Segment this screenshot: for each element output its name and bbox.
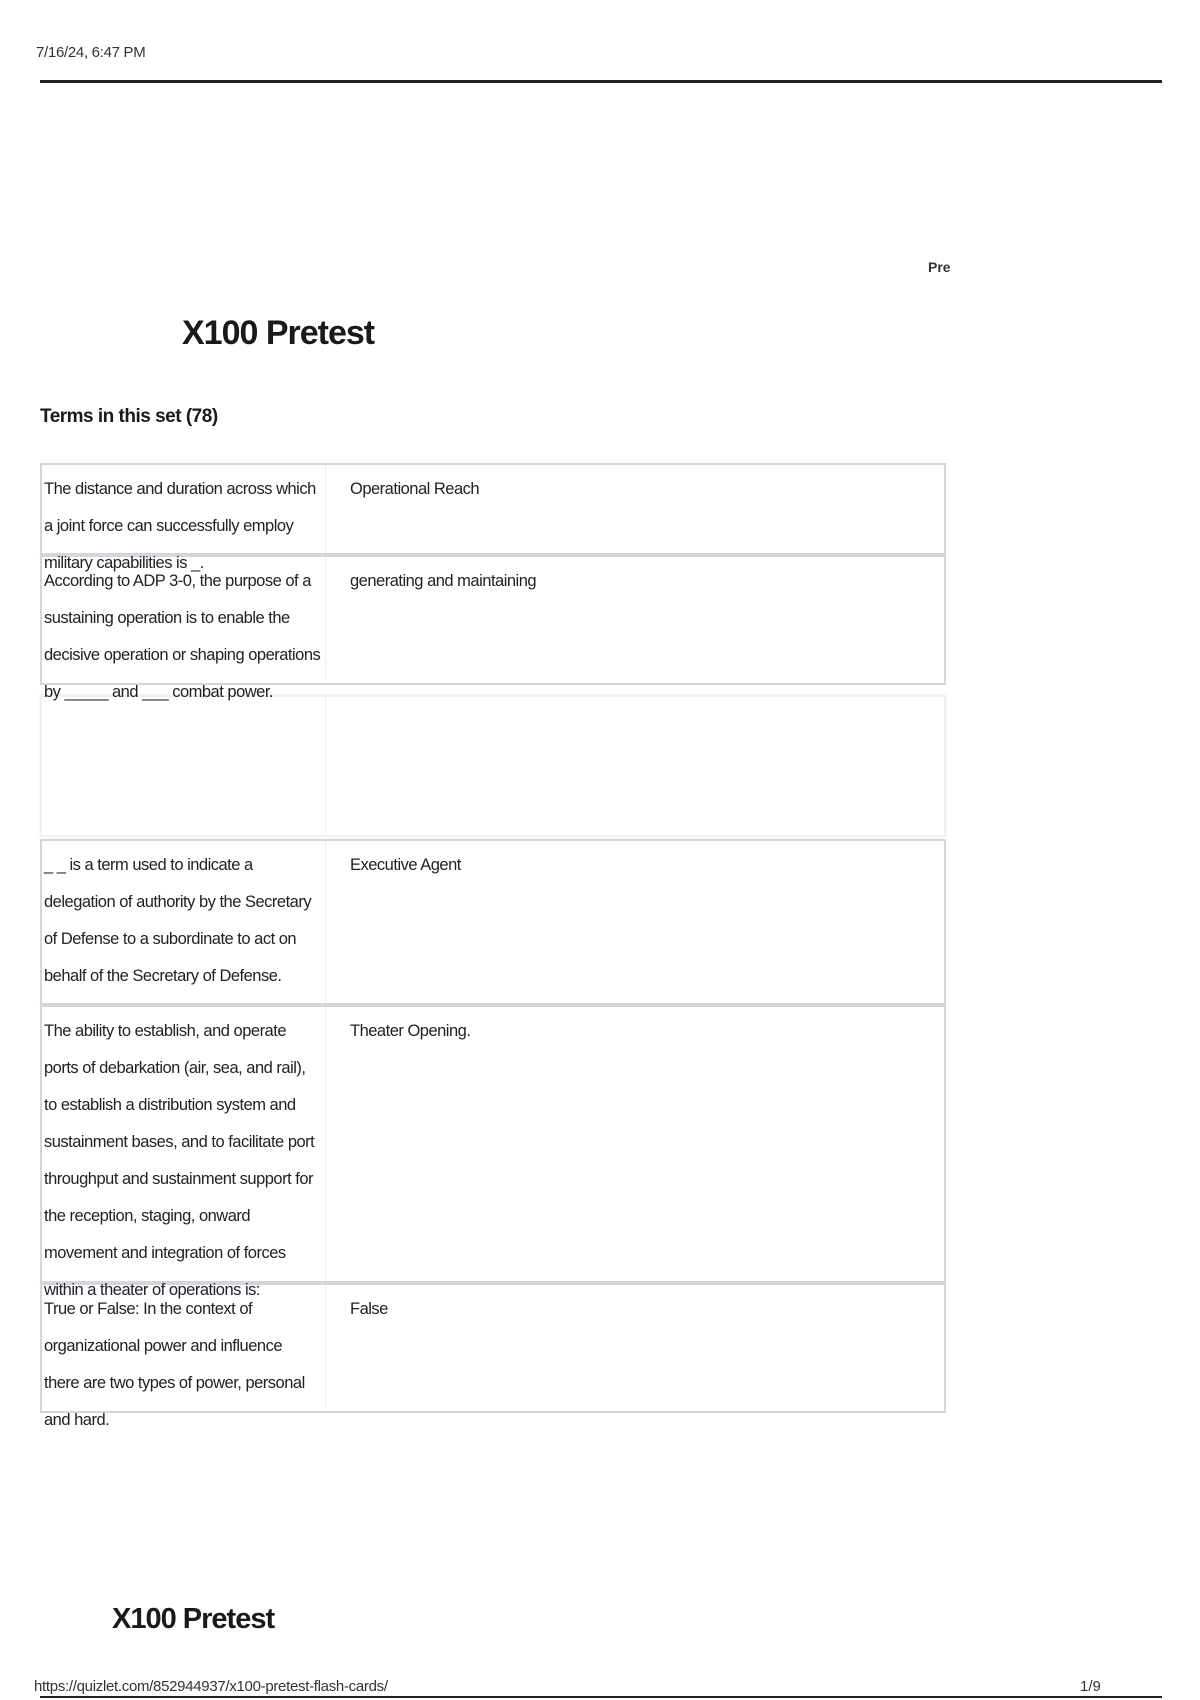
flashcard <box>40 839 946 1005</box>
card-term: _ _ is a term used to indicate a delegation of authority by the Secretary of Defense to a subordinate to act on behalf of the Secretary of Defense. <box>42 841 326 1003</box>
flashcard-list <box>40 463 946 1429</box>
card-definition: Executive Agent <box>350 856 461 874</box>
card-term: True or False: In the context of organizational power and influence there are two types of power, personal and hard. <box>42 1285 326 1411</box>
card-definition: Theater Opening. <box>350 1022 471 1040</box>
flashcard <box>40 555 946 701</box>
print-date: 7/16/24, 6:47 PM <box>36 44 146 61</box>
flashcard-blank <box>40 695 946 837</box>
footer-set-title: X100 Pretest <box>112 1603 275 1635</box>
card-definition: Operational Reach <box>350 480 480 498</box>
card-definition <box>326 697 944 835</box>
flashcard <box>40 1283 946 1429</box>
card-term: The ability to establish, and operate ports of debarkation (air, sea, and rail), to establish a distribution system and sustainment bases, and to facilitate port throughput and sustainment support for the reception, staging, onward movement and integration of forces within a theater of operations is: <box>42 1007 326 1281</box>
set-title: X100 Pretest <box>182 314 375 352</box>
footer-url: https://quizlet.com/852944937/x100-pretest-flash-cards/ <box>34 1678 388 1695</box>
footer-divider <box>40 1696 1162 1698</box>
flashcard <box>40 1005 946 1299</box>
flashcard <box>40 463 946 572</box>
pre-label: Pre <box>928 259 951 275</box>
card-term: The distance and duration across which a joint force can successfully employ military capabilities is _. <box>42 465 326 553</box>
page-number: 1/9 <box>1080 1678 1101 1695</box>
card-term: According to ADP 3-0, the purpose of a sustaining operation is to enable the decisive operation or shaping operations by _____ and ___ combat power. <box>42 557 326 683</box>
card-term <box>42 697 326 835</box>
header-divider <box>40 80 1162 83</box>
card-definition: False <box>350 1300 388 1318</box>
terms-heading: Terms in this set (78) <box>40 406 218 427</box>
card-definition: generating and maintaining <box>350 572 537 590</box>
